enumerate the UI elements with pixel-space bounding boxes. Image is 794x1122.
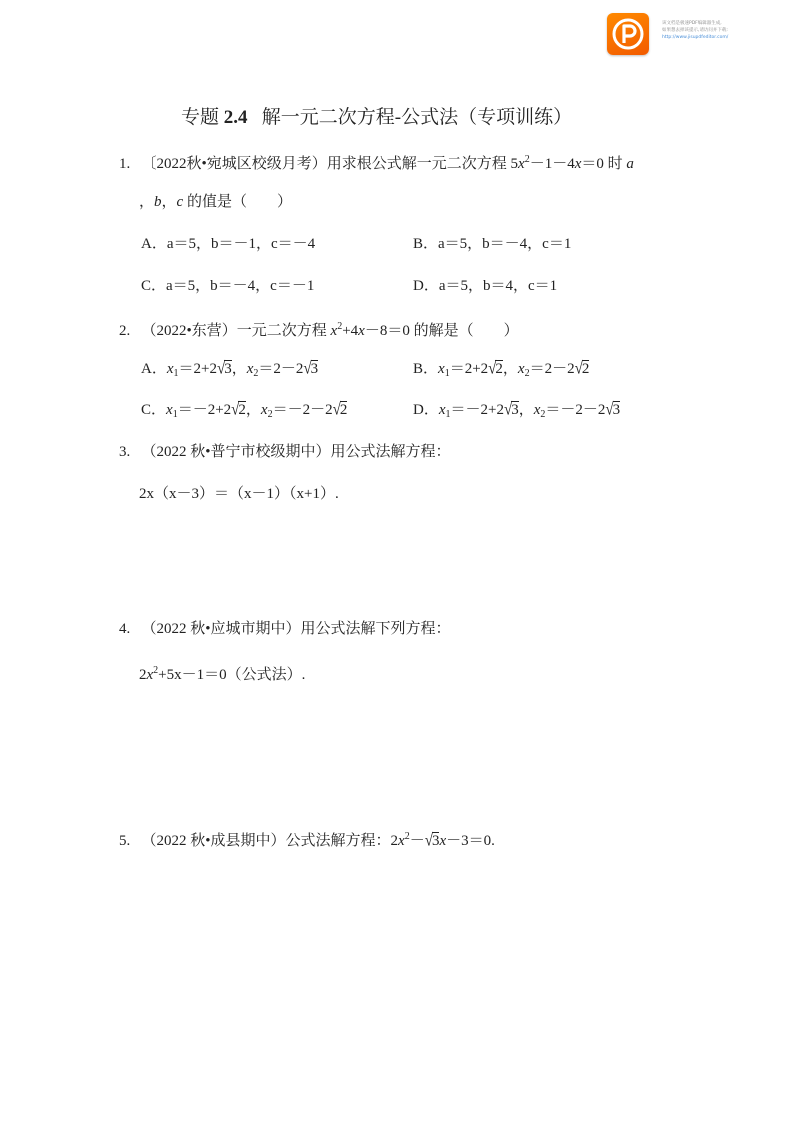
q1-source: 秋•宛城区校级月考）用求根公式解一元二次方程 [186,156,507,172]
q4-equation: $2x^2+5x-1=0$（公式法）. [139,665,306,683]
q2-stem [119,317,519,341]
sqrt-symbol: √2 [488,359,503,379]
q1-stem [119,150,634,174]
q2-option-d: D．$x_1=-2+2√3$，$x_2=-2-2√3$ [413,400,621,420]
q1-option-b: B．a＝5，b＝－4，c＝1 [413,236,572,252]
q2-equation: $x^2+4x-8=0$ [330,321,410,339]
page-title [181,106,572,130]
q1-var-a: a [626,156,634,172]
sqrt-symbol: √3 [605,400,621,420]
watermark-url: http://www.jisupdfeditor.com/ [662,35,729,40]
watermark-line-2: 如果想去掉该提示,请访问并下载: [662,28,728,33]
title-number: 2.4 [223,107,248,128]
q3-equation: 2x（x－3）＝（x－1）（x+1）. [139,486,339,502]
pdf-editor-logo [607,13,649,55]
title-text: 解一元二次方程-公式法（专项训练） [261,107,573,128]
q2-number: 2. [119,323,131,339]
q4-number: 4. [119,621,131,637]
sqrt-symbol: √3 [424,831,440,851]
q3-source: （2022 秋•普宁市校级期中）用公式法解方程： [141,444,451,460]
q1-option-c: C．a＝5，b＝－4，c＝－1 [141,278,315,294]
sqrt-symbol: √3 [503,400,519,420]
q2-option-a: A．$x_1=2+2√3$，$x_2=2-2√3$ [141,359,319,379]
sqrt-symbol: √3 [216,359,232,379]
q1-stem-line2: ，b，c 的值是（ ） [139,194,292,210]
q1-var-b: b [154,194,162,210]
q1-source-year: 2022 [156,156,187,172]
sqrt-symbol: √3 [303,359,319,379]
q5-equation: $2x^2-√3x-3=0$. [390,831,495,851]
q3-number: 3. [119,444,131,460]
sqrt-symbol: √2 [574,359,590,379]
q3-stem [119,442,451,462]
q5-source: （2022 秋•成县期中）公式法解方程： [141,833,391,849]
q1-source-open: 〔 [141,156,157,172]
p-letter-icon [607,13,649,55]
sqrt-symbol: √2 [231,400,246,420]
q4-source: （2022 秋•应城市期中）用公式法解下列方程： [141,621,451,637]
q1-var-c: c [176,194,184,210]
title-prefix: 专题 [181,107,220,128]
q5-number: 5. [119,833,131,849]
q1-tail: 时 [607,156,623,172]
q5-stem [119,827,495,851]
q2-tail: 的解是（ ） [413,323,519,339]
q2-source: （2022•东营）一元二次方程 [141,323,327,339]
q1-option-d: D．a＝5，b＝4，c＝1 [413,278,558,294]
q1-equation: $5x^2-1-4x=0$ [510,154,604,172]
q1-option-a: A．a＝5，b＝－1，c＝－4 [141,236,316,252]
q2-option-c: C．$x_1=-2+2√2$，$x_2=-2-2√2$ [141,400,348,420]
watermark-line-1: 该文档是极速PDF编辑器生成, [662,21,722,26]
q1-number: 1. [119,156,131,172]
q2-option-b: B．$x_1=2+2√2$，$x_2=2-2√2$ [413,359,590,379]
watermark-text [662,20,772,41]
q4-stem [119,619,451,639]
sqrt-symbol: √2 [332,400,348,420]
